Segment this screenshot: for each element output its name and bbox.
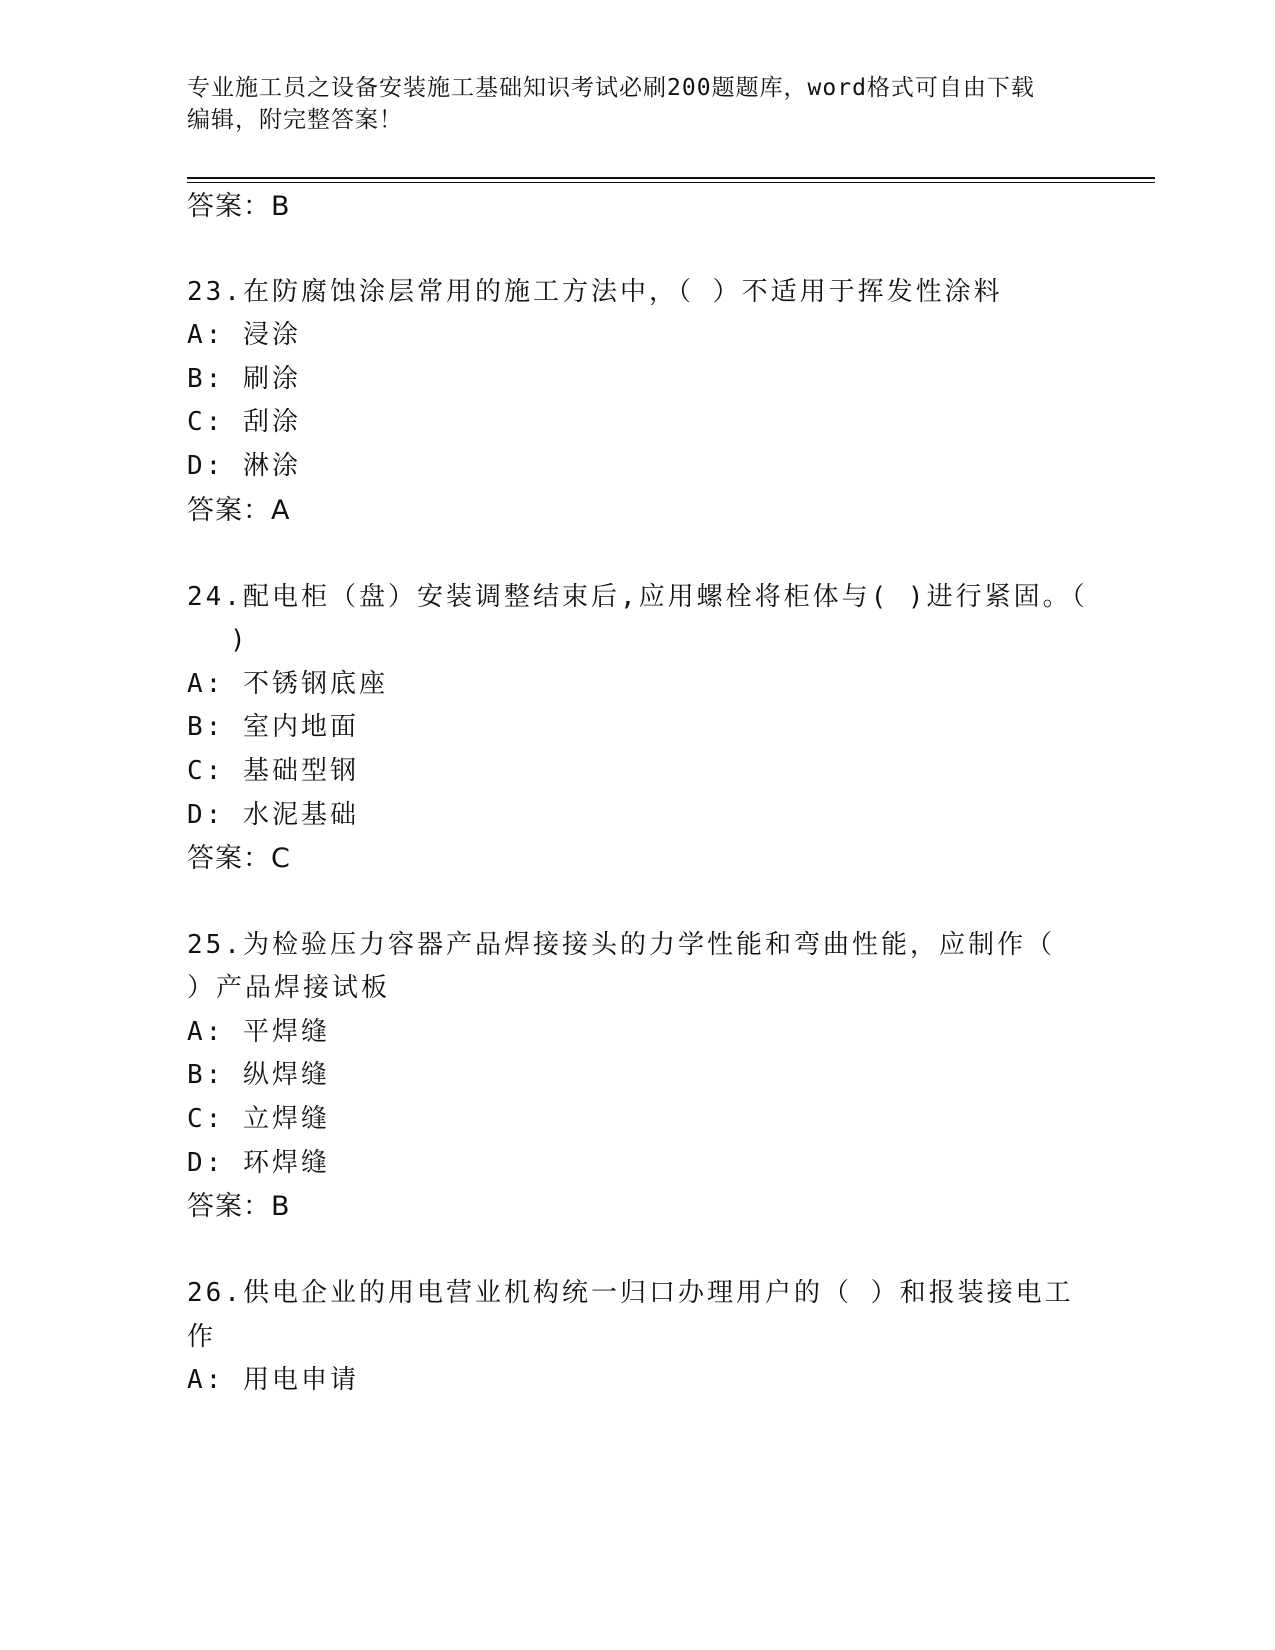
- answer-line: 答案：A: [187, 495, 291, 526]
- option-c: C: 基础型钢: [187, 756, 359, 786]
- option-c: C: 刮涂: [187, 407, 301, 437]
- document-header: [187, 72, 1087, 136]
- question-stem-continued: ）产品焊接试板: [187, 973, 391, 1003]
- option-a: A: 不锈钢底座: [187, 669, 388, 699]
- question-stem-continued: 作: [187, 1322, 217, 1352]
- option-a: A: 用电申请: [187, 1365, 359, 1395]
- answer-line: 答案：B: [187, 191, 291, 222]
- option-d: D: 淋涂: [187, 451, 301, 481]
- option-a: A: 浸涂: [187, 320, 301, 350]
- question-stem: 25.为检验压力容器产品焊接接头的力学性能和弯曲性能，应制作（: [187, 930, 1055, 960]
- option-b: B: 刷涂: [187, 364, 301, 394]
- option-c: C: 立焊缝: [187, 1104, 330, 1134]
- header-divider: [187, 177, 1155, 179]
- question-stem: 26.供电企业的用电营业机构统一归口办理用户的（ ）和报装接电工: [187, 1278, 1074, 1308]
- answer-line: 答案：C: [187, 843, 291, 874]
- option-d: D: 环焊缝: [187, 1148, 330, 1178]
- question-stem: 23.在防腐蚀涂层常用的施工方法中，（ ）不适用于挥发性涂料: [187, 277, 1003, 307]
- question-stem-continued: ): [230, 625, 249, 655]
- option-b: B: 纵焊缝: [187, 1060, 330, 1090]
- header-line-2: 编辑，附完整答案！: [187, 107, 403, 133]
- option-a: A: 平焊缝: [187, 1017, 330, 1047]
- option-b: B: 室内地面: [187, 712, 359, 742]
- option-d: D: 水泥基础: [187, 800, 359, 830]
- question-stem: 24.配电柜（盘）安装调整结束后,应用螺栓将柜体与( )进行紧固。（: [187, 582, 1088, 612]
- answer-line: 答案：B: [187, 1191, 291, 1222]
- header-line-1: 专业施工员之设备安装施工基础知识考试必刷200题题库，word格式可自由下载: [187, 75, 1035, 101]
- header-divider-thin: [187, 182, 1155, 183]
